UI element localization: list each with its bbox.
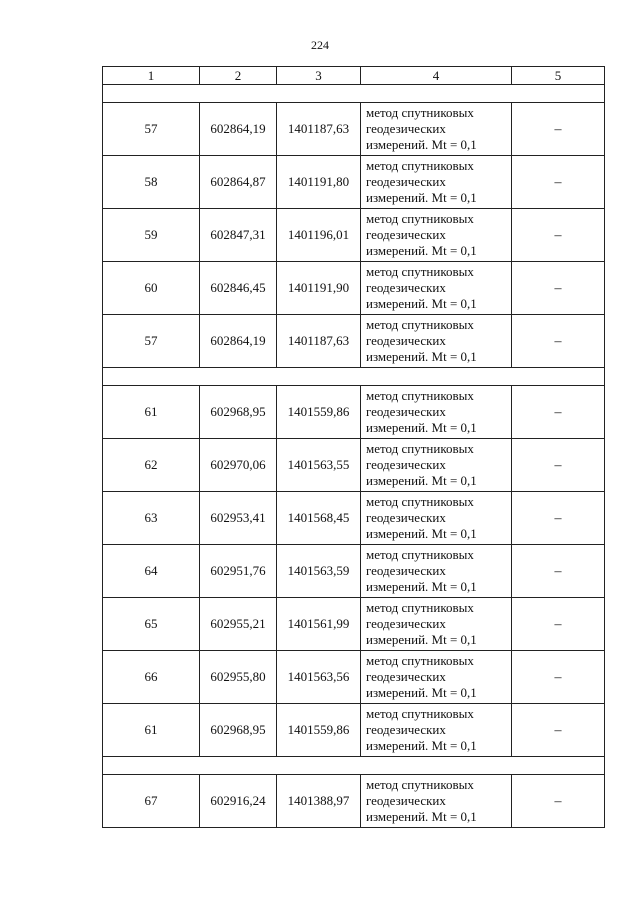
dash-mark: –: [554, 722, 562, 738]
method-cell: [361, 156, 512, 209]
x-coordinate-cell: 602953,41: [200, 492, 277, 545]
group-separator-row: [103, 757, 605, 775]
y-coordinate-cell: 1401559,86: [277, 386, 361, 439]
note-cell: [512, 492, 605, 545]
method-line-2: геодезических: [366, 616, 446, 631]
x-coordinate-cell: 602846,45: [200, 262, 277, 315]
x-coordinate-cell: 602847,31: [200, 209, 277, 262]
method-line-2: геодезических: [366, 457, 446, 472]
note-cell: [512, 704, 605, 757]
method-line-1: метод спутниковых: [366, 547, 474, 562]
dash-mark: –: [554, 333, 562, 349]
point-number-cell: 57: [103, 315, 200, 368]
method-line-2: геодезических: [366, 404, 446, 419]
group-separator-cell: [103, 85, 605, 103]
dash-mark: –: [554, 616, 562, 632]
x-coordinate-cell: 602916,24: [200, 775, 277, 828]
y-coordinate-cell: 1401568,45: [277, 492, 361, 545]
table-row: [103, 439, 605, 492]
x-coordinate-cell: 602970,06: [200, 439, 277, 492]
note-cell: [512, 651, 605, 704]
group-separator-row: [103, 85, 605, 103]
method-line-2: геодезических: [366, 510, 446, 525]
dash-mark: –: [554, 563, 562, 579]
method-line-2: геодезических: [366, 121, 446, 136]
method-line-1: метод спутниковых: [366, 706, 474, 721]
x-coordinate-cell: 602968,95: [200, 704, 277, 757]
y-coordinate-cell: 1401563,56: [277, 651, 361, 704]
method-line-1: метод спутниковых: [366, 653, 474, 668]
x-coordinate-cell: 602864,19: [200, 103, 277, 156]
method-line-3: измерений. Mt = 0,1: [366, 296, 477, 311]
method-line-2: геодезических: [366, 333, 446, 348]
note-cell: [512, 598, 605, 651]
point-number-cell: 61: [103, 386, 200, 439]
table-row: [103, 492, 605, 545]
point-number-cell: 66: [103, 651, 200, 704]
y-coordinate-cell: 1401563,59: [277, 545, 361, 598]
method-cell: [361, 103, 512, 156]
note-cell: [512, 545, 605, 598]
method-cell: [361, 386, 512, 439]
method-line-1: метод спутниковых: [366, 441, 474, 456]
header-col-4: 4: [361, 67, 512, 85]
method-line-1: метод спутниковых: [366, 600, 474, 615]
method-line-2: геодезических: [366, 722, 446, 737]
y-coordinate-cell: 1401187,63: [277, 103, 361, 156]
method-line-3: измерений. Mt = 0,1: [366, 809, 477, 824]
method-line-3: измерений. Mt = 0,1: [366, 579, 477, 594]
dash-mark: –: [554, 121, 562, 137]
group-separator-cell: [103, 368, 605, 386]
x-coordinate-cell: 602951,76: [200, 545, 277, 598]
page-number: 224: [311, 38, 329, 52]
x-coordinate-cell: 602955,80: [200, 651, 277, 704]
method-line-2: геодезических: [366, 669, 446, 684]
x-coordinate-cell: 602955,21: [200, 598, 277, 651]
header-col-3: 3: [277, 67, 361, 85]
y-coordinate-cell: 1401196,01: [277, 209, 361, 262]
method-cell: [361, 439, 512, 492]
method-line-1: метод спутниковых: [366, 105, 474, 120]
y-coordinate-cell: 1401561,99: [277, 598, 361, 651]
method-line-3: измерений. Mt = 0,1: [366, 190, 477, 205]
y-coordinate-cell: 1401388,97: [277, 775, 361, 828]
note-cell: [512, 156, 605, 209]
method-line-1: метод спутниковых: [366, 264, 474, 279]
table-row: [103, 315, 605, 368]
y-coordinate-cell: 1401191,90: [277, 262, 361, 315]
table-row: [103, 386, 605, 439]
method-line-1: метод спутниковых: [366, 317, 474, 332]
method-cell: [361, 598, 512, 651]
method-line-3: измерений. Mt = 0,1: [366, 137, 477, 152]
point-number-cell: 57: [103, 103, 200, 156]
table-row: [103, 651, 605, 704]
header-col-5: 5: [512, 67, 605, 85]
dash-mark: –: [554, 793, 562, 809]
table-row: [103, 103, 605, 156]
dash-mark: –: [554, 404, 562, 420]
method-line-1: метод спутниковых: [366, 494, 474, 509]
point-number-cell: 60: [103, 262, 200, 315]
method-line-3: измерений. Mt = 0,1: [366, 349, 477, 364]
note-cell: [512, 103, 605, 156]
method-line-1: метод спутниковых: [366, 158, 474, 173]
table-row: [103, 262, 605, 315]
note-cell: [512, 209, 605, 262]
method-cell: [361, 315, 512, 368]
dash-mark: –: [554, 457, 562, 473]
method-cell: [361, 209, 512, 262]
method-cell: [361, 704, 512, 757]
method-cell: [361, 262, 512, 315]
method-line-1: метод спутниковых: [366, 388, 474, 403]
header-col-2: 2: [200, 67, 277, 85]
note-cell: [512, 315, 605, 368]
note-cell: [512, 262, 605, 315]
point-number-cell: 61: [103, 704, 200, 757]
method-line-3: измерений. Mt = 0,1: [366, 738, 477, 753]
table-row: [103, 775, 605, 828]
method-cell: [361, 545, 512, 598]
note-cell: [512, 775, 605, 828]
method-cell: [361, 492, 512, 545]
method-line-1: метод спутниковых: [366, 777, 474, 792]
method-line-2: геодезических: [366, 227, 446, 242]
method-line-2: геодезических: [366, 793, 446, 808]
note-cell: [512, 439, 605, 492]
method-line-3: измерений. Mt = 0,1: [366, 243, 477, 258]
x-coordinate-cell: 602864,87: [200, 156, 277, 209]
point-number-cell: 62: [103, 439, 200, 492]
dash-mark: –: [554, 669, 562, 685]
y-coordinate-cell: 1401563,55: [277, 439, 361, 492]
dash-mark: –: [554, 174, 562, 190]
method-line-3: измерений. Mt = 0,1: [366, 473, 477, 488]
point-number-cell: 65: [103, 598, 200, 651]
dash-mark: –: [554, 510, 562, 526]
table-row: [103, 545, 605, 598]
method-line-2: геодезических: [366, 280, 446, 295]
point-number-cell: 63: [103, 492, 200, 545]
method-line-2: геодезических: [366, 174, 446, 189]
group-separator-cell: [103, 757, 605, 775]
header-col-1: 1: [103, 67, 200, 85]
method-cell: [361, 651, 512, 704]
y-coordinate-cell: 1401559,86: [277, 704, 361, 757]
dash-mark: –: [554, 280, 562, 296]
table-row: [103, 704, 605, 757]
table-body: [103, 85, 605, 828]
table-row: [103, 156, 605, 209]
group-separator-row: [103, 368, 605, 386]
point-number-cell: 58: [103, 156, 200, 209]
x-coordinate-cell: 602968,95: [200, 386, 277, 439]
y-coordinate-cell: 1401191,80: [277, 156, 361, 209]
coordinates-table: [102, 66, 605, 828]
table-row: [103, 598, 605, 651]
dash-mark: –: [554, 227, 562, 243]
point-number-cell: 59: [103, 209, 200, 262]
header-row: [103, 67, 605, 85]
method-line-3: измерений. Mt = 0,1: [366, 526, 477, 541]
point-number-cell: 67: [103, 775, 200, 828]
method-line-2: геодезических: [366, 563, 446, 578]
method-line-3: измерений. Mt = 0,1: [366, 632, 477, 647]
method-line-3: измерений. Mt = 0,1: [366, 685, 477, 700]
note-cell: [512, 386, 605, 439]
method-cell: [361, 775, 512, 828]
x-coordinate-cell: 602864,19: [200, 315, 277, 368]
method-line-3: измерений. Mt = 0,1: [366, 420, 477, 435]
table-row: [103, 209, 605, 262]
y-coordinate-cell: 1401187,63: [277, 315, 361, 368]
method-line-1: метод спутниковых: [366, 211, 474, 226]
point-number-cell: 64: [103, 545, 200, 598]
